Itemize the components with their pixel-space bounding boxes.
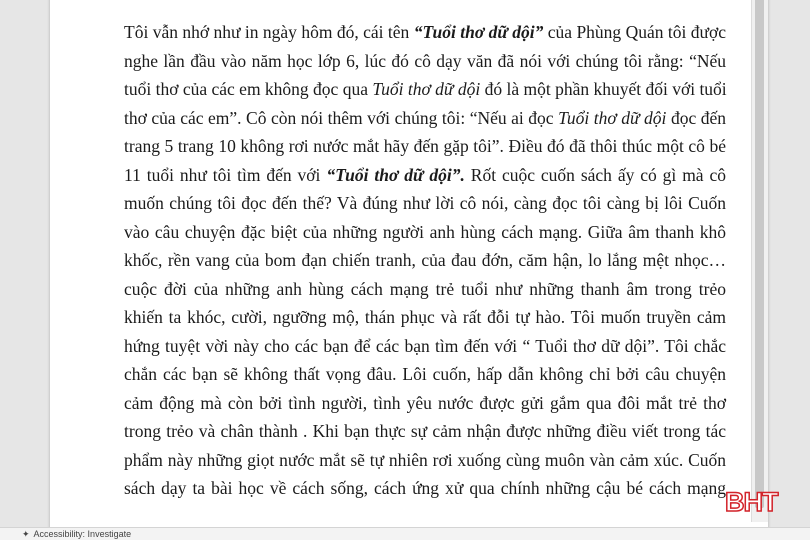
text-run: thơ của các em”. Cô còn nói thêm với chúng tôi: “Nếu ai đọc: [124, 107, 559, 128]
text-run: chắn các bạn sẽ không thất vọng đâu. Lôi cuốn, hấp dẫn không chỉ bởi câu chuyện: [124, 364, 726, 384]
text-run: hứng tuyệt vời này cho các bạn để các bạn tìm đến với “ Tuổi thơ dữ dội”. Tôi chắc: [124, 335, 726, 356]
document-body[interactable]: [124, 18, 726, 503]
paragraph-line: [124, 161, 726, 190]
paragraph-line: [124, 417, 726, 446]
accessibility-icon[interactable]: ✦: [22, 529, 30, 539]
text-run: trong trẻo và chân thành . Khi bạn thực sự cảm nhận được những điều viết trong tác: [124, 421, 726, 441]
text-run: sách dạy ta bài học về cách sống, cách ứng xử qua chính những cậu bé cách mạng: [124, 478, 726, 498]
text-run: cảm động mà còn bởi tình người, tình yêu nước được gửi gắm qua đôi mắt trẻ thơ: [124, 392, 726, 413]
text-run: trang 5 trang 10 không rơi nước mắt hãy đến gặp tôi”. Điều đó đã thôi thúc một cô bé: [124, 136, 726, 156]
paragraph-line: [124, 446, 726, 475]
status-bar: [0, 527, 810, 540]
paragraph-line: [124, 332, 726, 361]
text-run: đọc đến: [666, 107, 726, 128]
italic-title: Tuổi thơ dữ dội: [558, 107, 667, 128]
text-run: Tôi vẫn nhớ như in ngày hôm đó, cái tên: [124, 22, 414, 42]
bold-italic-title: “Tuổi thơ dữ dội”: [413, 22, 544, 42]
text-run: khiến ta khóc, cười, ngưỡng mộ, thán phục và rất đỗi tự hào. Tôi muốn truyền cảm: [124, 307, 726, 327]
text-run: nghe lần đầu vào năm học lớp 6, lúc đó cô dạy văn đã nói với chúng tôi rằng: “Nếu: [124, 50, 726, 71]
text-run: phẩm này những giọt nước mắt sẽ tự nhiên rơi xuống cùng muôn vàn cảm xúc. Cuốn: [124, 449, 726, 470]
paragraph-line: [124, 218, 726, 247]
text-run: muốn chúng tôi đọc đến thế? Và đúng như lời cô nói, càng đọc tôi càng bị lôi Cuốn: [124, 193, 726, 213]
paragraph-line: [124, 474, 726, 503]
paragraph-line: [124, 18, 726, 47]
paragraph-line: [124, 303, 726, 332]
paragraph-line: [124, 104, 726, 133]
paragraph-line: [124, 389, 726, 418]
text-run: Rốt cuộc cuốn sách ấy có gì mà cô: [464, 164, 726, 185]
paragraph-line: [124, 47, 726, 76]
paragraph-line: [124, 189, 726, 218]
paragraph-line: [124, 75, 726, 104]
paragraph-line: [124, 132, 726, 161]
text-run: tuổi thơ của các em không đọc qua: [124, 79, 373, 99]
paragraph-line: [124, 246, 726, 275]
text-run: 11 tuổi như tôi tìm đến với: [124, 164, 327, 185]
vertical-scrollbar[interactable]: [751, 0, 768, 522]
text-run: vào câu chuyện đặc biệt của những người anh hùng cách mạng. Giữa âm thanh khô: [124, 221, 726, 242]
bht-watermark-logo: BHT: [725, 487, 778, 517]
accessibility-status-label[interactable]: Accessibility: Investigate: [33, 529, 132, 539]
paragraph-line: [124, 360, 726, 389]
text-run: của Phùng Quán tôi được: [543, 22, 727, 42]
bold-italic-title: “Tuổi thơ dữ dội”.: [326, 164, 465, 185]
paragraph-line: [124, 275, 726, 304]
italic-title: Tuổi thơ dữ dội: [372, 79, 481, 99]
text-run: cuộc đời của những anh hùng cách mạng trẻ tuổi như những thanh âm trong trẻo: [124, 278, 726, 299]
text-run: khốc, rền vang của bom đạn chiến tranh, của đau đớn, căm hận, lo lắng mệt nhọc…: [124, 250, 726, 270]
scrollbar-thumb[interactable]: [755, 0, 764, 508]
text-run: đó là một phần khuyết đối với tuổi: [480, 79, 727, 99]
